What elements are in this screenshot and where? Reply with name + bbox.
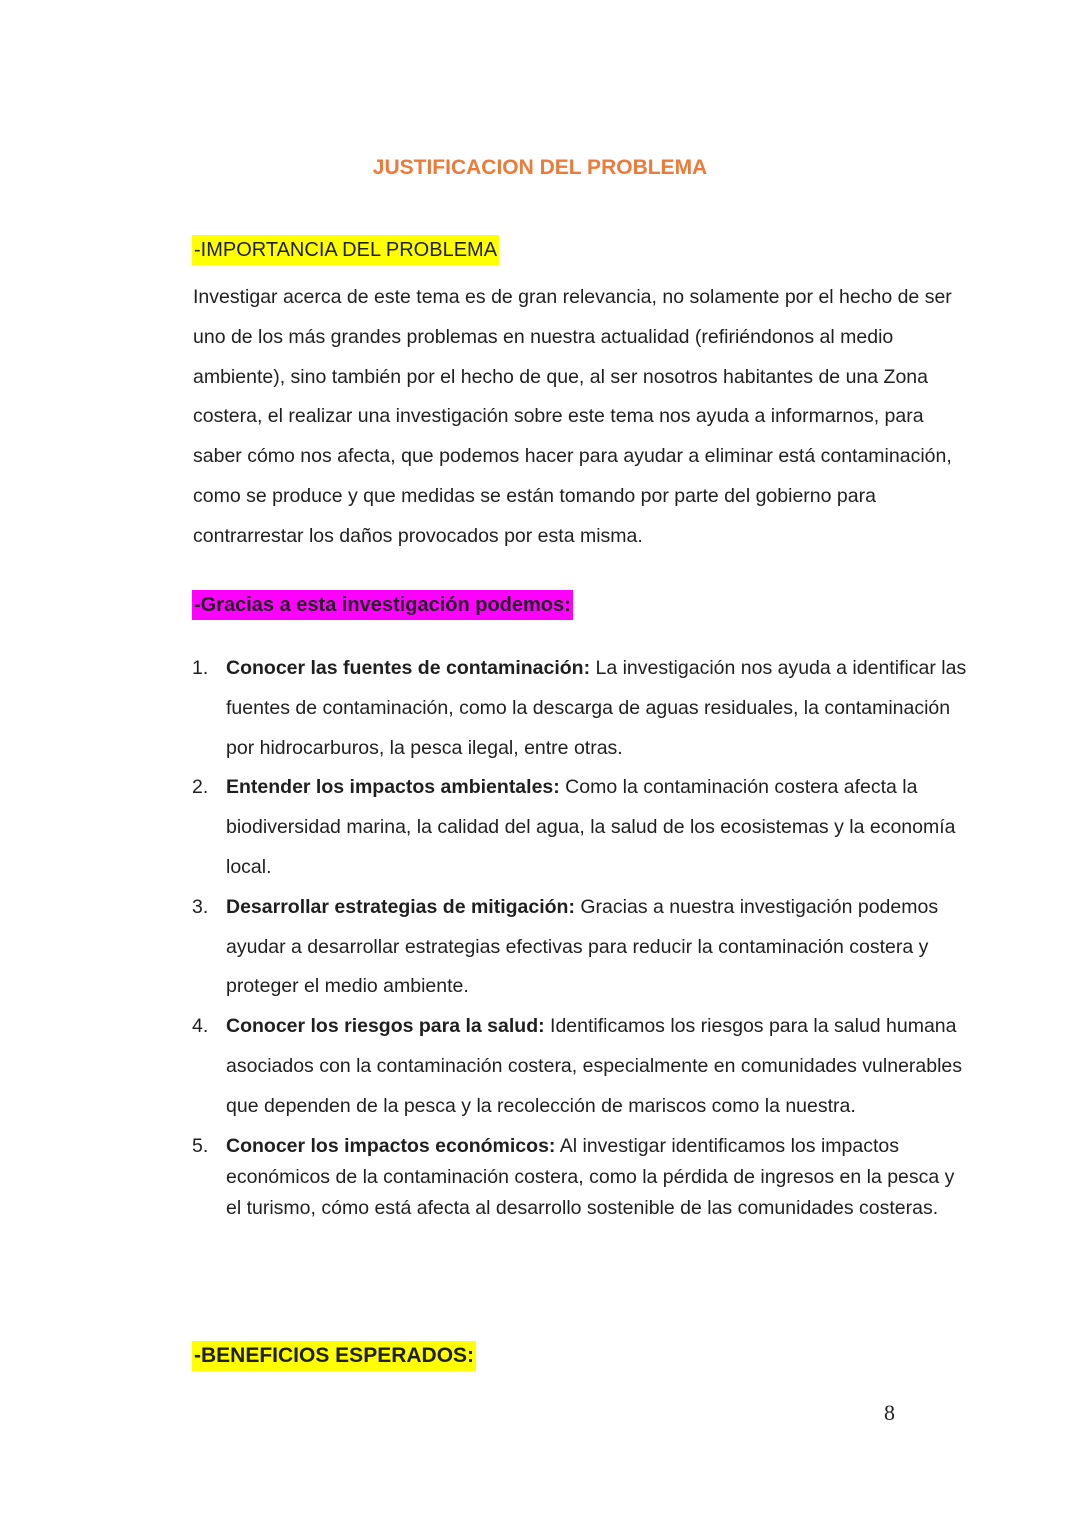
list-item-number: 3. xyxy=(192,895,209,918)
importance-paragraph: Investigar acerca de este tema es de gran relevancia, no solamente por el hecho de ser uno de los más grandes problemas en nuestra actualidad (refiriéndonos al medio ambiente), sino también por el hecho de que, al ser nosotros habitantes de una Zona costera, el realizar una investigación sobre este tema nos ayuda a informarnos, para saber cómo nos afecta, que podemos hacer para ayudar a eliminar está contaminación, como se produce y que medidas se están tomando por parte del gobierno para contrarrestar los daños provocados por esta misma. xyxy=(193,286,952,547)
list-item-lead: Conocer las fuentes de contaminación: xyxy=(226,657,591,679)
list-item xyxy=(192,768,967,887)
list-item xyxy=(192,888,967,1007)
list-item xyxy=(192,649,967,768)
list-item-number: 5. xyxy=(192,1134,209,1157)
page-title: JUSTIFICACION DEL PROBLEMA xyxy=(372,156,708,179)
list-item-text: Como la contaminación costera afecta la biodiversidad marina, la calidad del agua, la salud de los ecosistemas y la economía local. xyxy=(226,776,956,878)
list-item-lead: Conocer los riesgos para la salud: xyxy=(226,1015,545,1038)
list-item-lead: Desarrollar estrategias de mitigación: xyxy=(226,895,575,918)
list-item-number: 4. xyxy=(192,1015,209,1038)
list-item-lead: Entender los impactos ambientales: xyxy=(226,776,560,799)
list-item xyxy=(192,1007,967,1126)
list-item-lead: Conocer los impactos económicos: xyxy=(226,1134,556,1157)
importance-heading: -IMPORTANCIA DEL PROBLEMA xyxy=(192,235,499,265)
benefits-list xyxy=(192,649,967,1224)
list-item-text: La investigación nos ayuda a identificar las fuentes de contaminación, como la descarga de aguas residuales, la contaminación por hidrocarburos, la pesca ilegal, entre otras. xyxy=(226,657,967,759)
page-number: 8 xyxy=(884,1400,895,1425)
list-item-number: 2. xyxy=(192,776,209,799)
thanks-heading: -Gracias a esta investigación podemos: xyxy=(192,590,573,620)
list-item-number: 1. xyxy=(192,657,209,679)
list-item-text: Identificamos los riesgos para la salud humana asociados con la contaminación costera, especialmente en comunidades vulnerables que dependen de la pesca y la recolección de mariscos como la nuestra. xyxy=(226,1015,963,1117)
benefits-heading: -BENEFICIOS ESPERADOS: xyxy=(192,1341,476,1371)
list-item xyxy=(192,1131,967,1224)
list-item-text: Al investigar identificamos los impactos económicos de la contaminación costera, como la pérdida de ingresos en la pesca y el turismo, cómo está afecta al desarrollo sostenible de las comunidades costeras. xyxy=(226,1134,955,1219)
list-item-text: Gracias a nuestra investigación podemos ayudar a desarrollar estrategias efectivas para reducir la contaminación costera y proteger el medio ambiente. xyxy=(226,895,939,998)
